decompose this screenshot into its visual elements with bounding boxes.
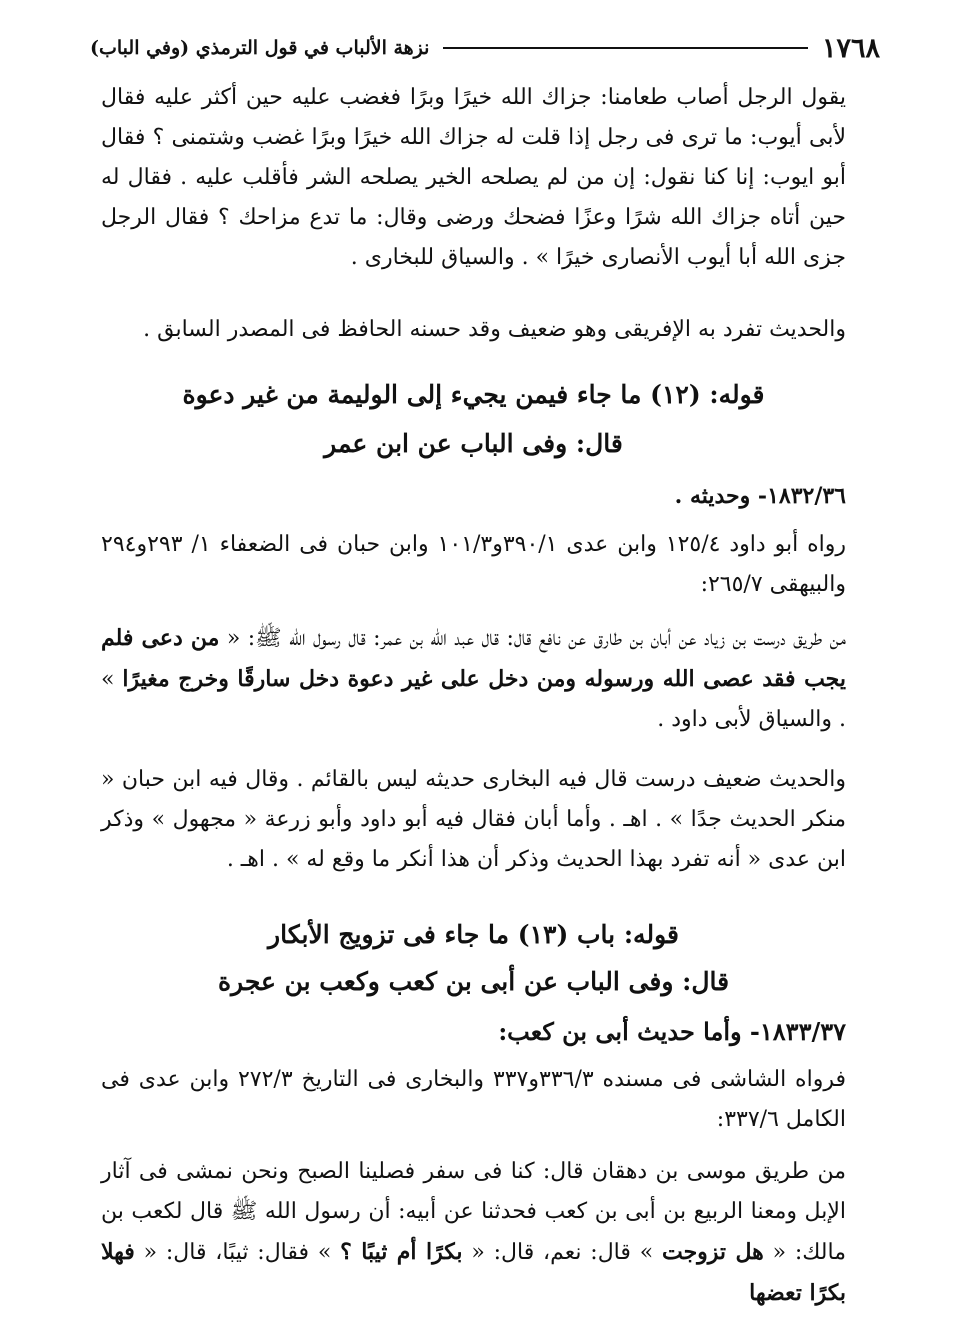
paragraph-8-quote-2: بكرًا أم ثيبًا ؟: [340, 1239, 463, 1265]
paragraph-8-text-b: » قال: نعم، قال: «: [462, 1240, 662, 1265]
paragraph-8-quote-3: فهلا بكرًا تعضها: [101, 1239, 846, 1306]
section-subheading-12: قال: وفى الباب عن ابن عمر: [324, 429, 623, 458]
section-subheading-13: قال: وفى الباب عن أبى بن كعب وكعب بن عجرة: [217, 967, 730, 996]
paragraph-1: يقول الرجل أصاب طعامنا: جزاك الله خيرًا وبرًا فغضب عليه حين أكثر عليه فقال لأبى أيوب: ما ترى فى رجل إذا قلت له جزاك الله خيرًا وبرًا غضب وشتمنى ؟ فقال أبو ايوب: إنا كنا نقول: إن من لم يصلحه الخير يصلحه الشر فأقلب عليه . فقال له حين أتاه جزاك الله شرًا وعزًا فضحك ورضى وقال: ما تدع مزاحك ؟ فقال الرجل جزى الله أبا أيوب الأنصارى خيرًا » . والسياق للبخارى .: [101, 85, 846, 270]
section-heading-12: قوله: (١٢) ما جاء فيمن يجيء إلى الوليمة من غير دعوة: [182, 380, 765, 409]
section-heading-13: قوله: باب (١٣) ما جاء فى تزويج الأبكار: [268, 920, 679, 949]
running-header: [90, 30, 880, 66]
paragraph-5-text-b: » . والسياق لأبى داود .: [101, 667, 846, 732]
paragraph-5-hadith-text: من دعى فلم يجب فقد عصى الله ورسوله ومن دخل على غير دعوة دخل سارقًا وخرج مغيرًا: [101, 625, 847, 692]
paragraph-8-text-c: » فقال: ثيبًا، قال: «: [134, 1240, 341, 1265]
hadith-number-1833: ١٨٣٣/٣٧- وأما حديث أبى بن كعب:: [498, 1017, 846, 1046]
header-rule: [443, 47, 808, 49]
paragraph-4: رواه أبو داود ١٢٥/٤ وابن عدى ٣٩٠/١و١٠١/٣ وابن حبان فى الضعفاء ١/ ٢٩٣و٢٩٤ والبيهقى ٢٦٥/٧:: [101, 532, 846, 597]
paragraph-6: والحديث ضعيف درست قال فيه البخارى حديثه ليس بالقائم . وقال فيه ابن حبان « منكر الحديث جدًا » . اهـ . وأما أبان فقال فيه أبو داود وأبو زرعة « مجهول » وذكر ابن عدى « أنه تفرد بهذا الحديث وذكر أن هذا أنكر ما وقع له » . اهـ .: [101, 767, 846, 872]
header-title: نزهة الألباب في قول الترمذي (وفي الباب): [90, 37, 430, 59]
paragraph-2: والحديث تفرد به الإفريقى وهو ضعيف وقد حسنه الحافظ فى المصدر السابق .: [143, 317, 846, 342]
paragraph-8: [101, 1152, 846, 1314]
paragraph-5-text-a: من طريق درست بن زياد عن أبان بن طارق عن نافع قال: قال عبد الله بن عمر: قال رسول الله ﷺ: «: [219, 626, 846, 651]
page-number: ١٧٦٨: [821, 32, 880, 64]
hadith-number-1832: ١٨٣٢/٣٦- وحديثه .: [674, 483, 846, 509]
paragraph-5: [101, 618, 846, 740]
paragraph-8-quote-1: هل تزوجت: [661, 1239, 764, 1265]
paragraph-8-text-a: من طريق موسى بن دهقان قال: كنا فى سفر فصلينا الصبح ونحن نمشى فى آثار الإبل ومعنا الربيع بن أبى بن كعب فحدثنا عن أبيه: أن رسول الله ﷺ قال لكعب بن مالك: «: [101, 1159, 847, 1265]
paragraph-7: فرواه الشاشى فى مسنده ٣٣٦/٣و٣٣٧ والبخارى فى التاريخ ٢٧٢/٣ وابن عدى فى الكامل ٣٣٧/٦:: [101, 1067, 846, 1132]
